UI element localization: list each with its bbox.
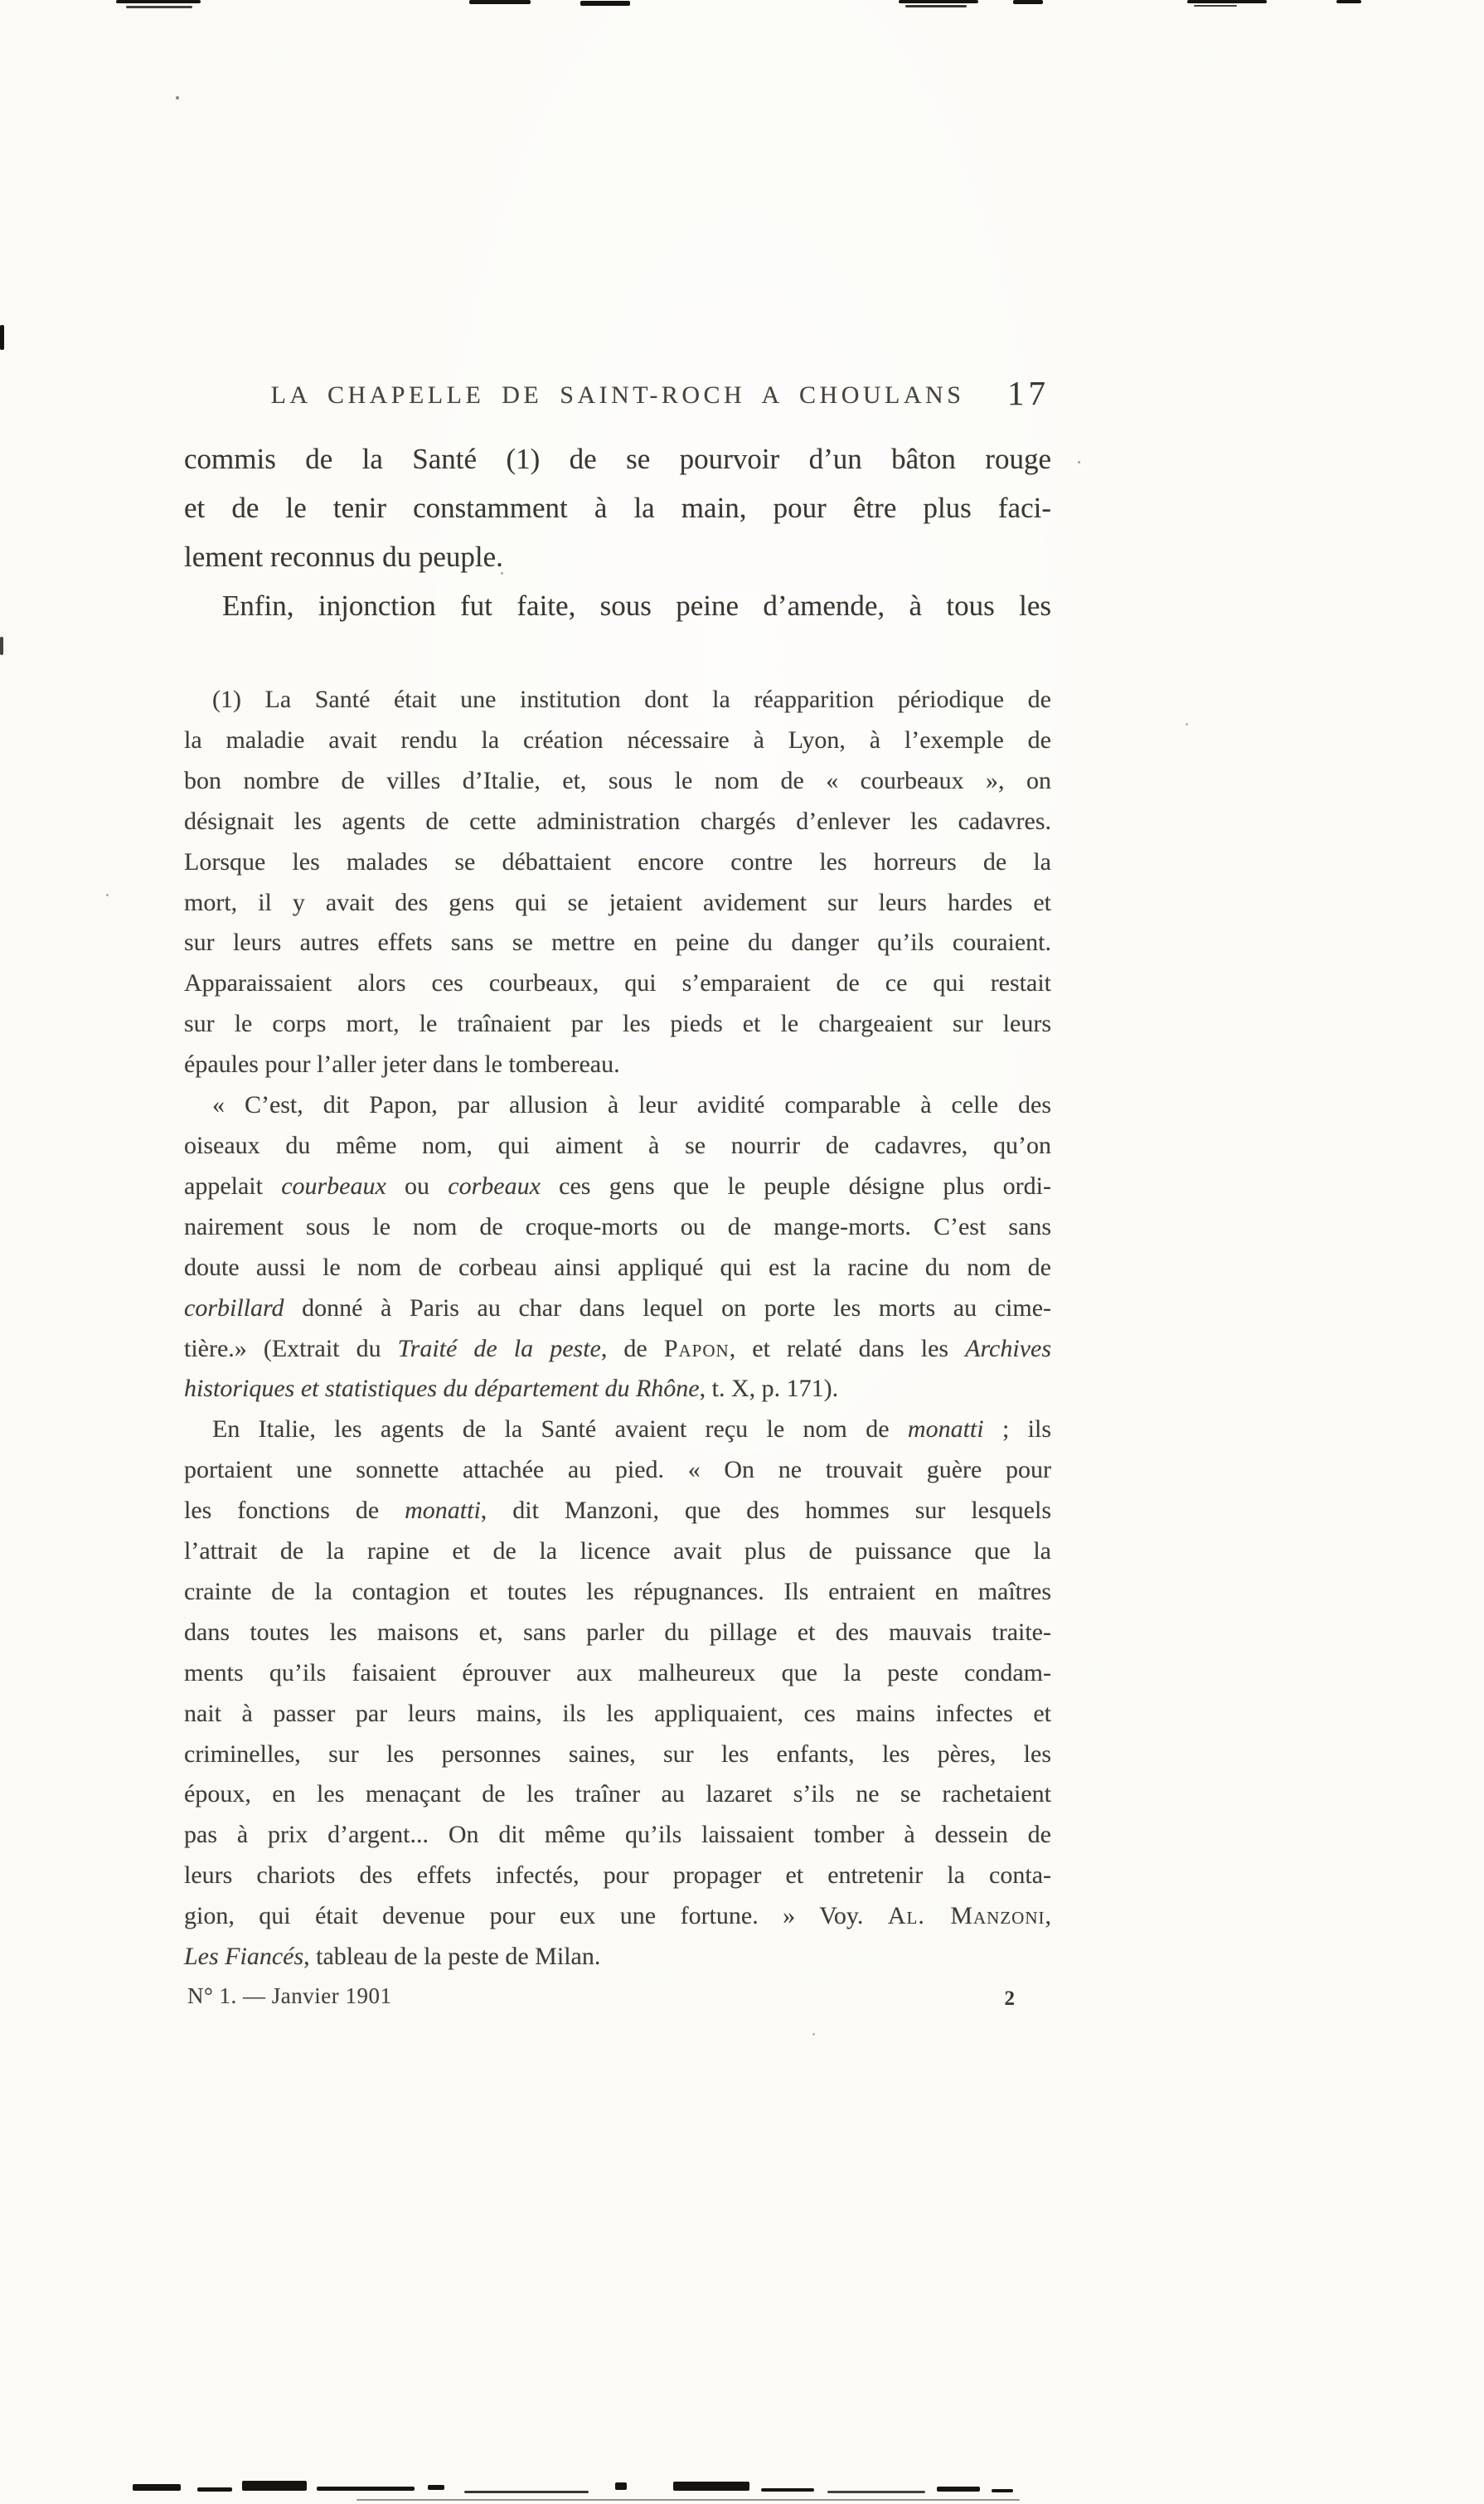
text-line: épaules pour l’aller jeter dans le tombereau. bbox=[184, 1051, 620, 1079]
body-text bbox=[184, 434, 1051, 630]
text-line: les fonctions de monatti, dit Manzoni, que des hommes sur lesquels bbox=[184, 1497, 1051, 1525]
scan-mark bbox=[197, 2487, 232, 2492]
scan-mark bbox=[580, 1, 630, 6]
text-line: leurs chariots des effets infectés, pour propager et entretenir la conta- bbox=[184, 1861, 1051, 1890]
signature-mark: 2 bbox=[1004, 1987, 1015, 2010]
scan-mark bbox=[428, 2485, 444, 2490]
text-line: crainte de la contagion et toutes les répugnances. Ils entraient en maîtres bbox=[184, 1577, 1051, 1605]
scan-mark bbox=[317, 2487, 415, 2491]
scan-mark bbox=[937, 2487, 980, 2492]
text-line: la maladie avait rendu la création nécessaire à Lyon, à l’exemple de bbox=[184, 725, 1051, 754]
text-line: Les Fiancés, tableau de la peste de Milan. bbox=[184, 1943, 601, 1971]
text-line: commis de la Santé (1) de se pourvoir d’un bâton rouge bbox=[184, 443, 1051, 475]
scan-mark bbox=[242, 2481, 307, 2491]
text-line: Enfin, injonction fut faite, sous peine d’amende, à tous les bbox=[222, 590, 1051, 622]
scan-mark bbox=[1336, 0, 1361, 3]
scan-speck bbox=[1078, 461, 1080, 463]
scan-mark bbox=[0, 325, 4, 350]
scan-mark bbox=[133, 2484, 181, 2491]
text-line: ments qu’ils faisaient éprouver aux malheureux que la peste condam- bbox=[184, 1658, 1051, 1686]
scan-mark bbox=[469, 0, 531, 4]
text-line: portaient une sonnette attachée au pied. « On ne trouvait guère pour bbox=[184, 1456, 1051, 1484]
text-line: mort, il y avait des gens qui se jetaient avidement sur leurs hardes et bbox=[184, 888, 1051, 916]
scan-mark bbox=[464, 2491, 589, 2493]
scan-mark bbox=[1013, 0, 1043, 4]
scan-mark bbox=[673, 2482, 749, 2491]
scan-mark bbox=[992, 2489, 1013, 2492]
scan-mark bbox=[1187, 0, 1267, 3]
scan-mark bbox=[761, 2488, 814, 2492]
scan-mark bbox=[126, 6, 192, 8]
text-line: historiques et statistiques du département du Rhône, t. X, p. 171). bbox=[184, 1375, 839, 1403]
page-number: 17 bbox=[1007, 374, 1050, 412]
text-line: (1) La Santé était une institution dont la réapparition périodique de bbox=[212, 686, 1051, 713]
scan-speck bbox=[812, 2033, 815, 2036]
footnote-text bbox=[184, 680, 1051, 1977]
text-line: « C’est, dit Papon, par allusion à leur avidité comparable à celle des bbox=[212, 1091, 1051, 1119]
scan-speck bbox=[176, 96, 179, 99]
text-line: nairement sous le nom de croque-morts ou de mange-morts. C’est sans bbox=[184, 1212, 1051, 1240]
scan-speck bbox=[1186, 723, 1188, 725]
scan-mark bbox=[0, 637, 3, 655]
page-header bbox=[184, 375, 1051, 428]
running-title: LA CHAPELLE DE SAINT-ROCH A CHOULANS bbox=[270, 381, 965, 409]
scan-speck bbox=[106, 894, 109, 896]
scan-mark bbox=[899, 0, 978, 3]
text-line: Apparaissaient alors ces courbeaux, qui s’emparaient de ce qui restait bbox=[184, 969, 1051, 997]
text-line: dans toutes les maisons et, sans parler du pillage et des mauvais traite- bbox=[184, 1618, 1051, 1646]
text-line: pas à prix d’argent... On dit même qu’ils laissaient tomber à dessein de bbox=[184, 1821, 1051, 1849]
text-line: corbillard donné à Paris au char dans lequel on porte les morts au cime- bbox=[184, 1293, 1051, 1322]
page-footer bbox=[184, 1983, 1051, 2025]
scan-mark bbox=[827, 2491, 925, 2493]
text-line: sur le corps mort, le traînaient par les pieds et le chargeaient sur leurs bbox=[184, 1010, 1051, 1038]
text-line: Lorsque les malades se débattaient encore contre les horreurs de la bbox=[184, 847, 1051, 876]
text-line: tière.» (Extrait du Traité de la peste, de Papon, et relaté dans les Archives bbox=[184, 1334, 1051, 1362]
scan-mark bbox=[356, 2499, 1020, 2501]
issue-date: N° 1. — Janvier 1901 bbox=[187, 1983, 392, 2008]
text-line: bon nombre de villes d’Italie, et, sous le nom de « courbeaux », on bbox=[184, 766, 1051, 794]
text-line: En Italie, les agents de la Santé avaient reçu le nom de monatti ; ils bbox=[212, 1415, 1051, 1444]
text-line: nait à passer par leurs mains, ils les appliquaient, ces mains infectes et bbox=[184, 1699, 1051, 1727]
scan-mark bbox=[116, 0, 201, 3]
scan-mark bbox=[905, 5, 967, 7]
text-line: doute aussi le nom de corbeau ainsi appliqué qui est la racine du nom de bbox=[184, 1253, 1051, 1281]
text-line: appelait courbeaux ou corbeaux ces gens que le peuple désigne plus ordi- bbox=[184, 1172, 1052, 1200]
text-line: époux, en les menaçant de les traîner au lazaret s’ils ne se rachetaient bbox=[184, 1780, 1051, 1808]
text-line: lement reconnus du peuple. bbox=[184, 541, 503, 573]
text-line: et de le tenir constamment à la main, pour être plus faci- bbox=[184, 492, 1051, 524]
scan-mark bbox=[1194, 5, 1237, 7]
scan-mark bbox=[615, 2482, 627, 2490]
text-line: désignait les agents de cette administration chargés d’enlever les cadavres. bbox=[184, 807, 1051, 835]
text-line: gion, qui était devenue pour eux une fortune. » Voy. Al. Manzoni, bbox=[184, 1902, 1051, 1930]
text-line: l’attrait de la rapine et de la licence avait plus de puissance que la bbox=[184, 1537, 1051, 1565]
text-line: oiseaux du même nom, qui aiment à se nourrir de cadavres, qu’on bbox=[184, 1131, 1051, 1159]
text-line: criminelles, sur les personnes saines, sur les enfants, les pères, les bbox=[184, 1740, 1051, 1768]
text-line: sur leurs autres effets sans se mettre en peine du danger qu’ils couraient. bbox=[184, 929, 1051, 957]
